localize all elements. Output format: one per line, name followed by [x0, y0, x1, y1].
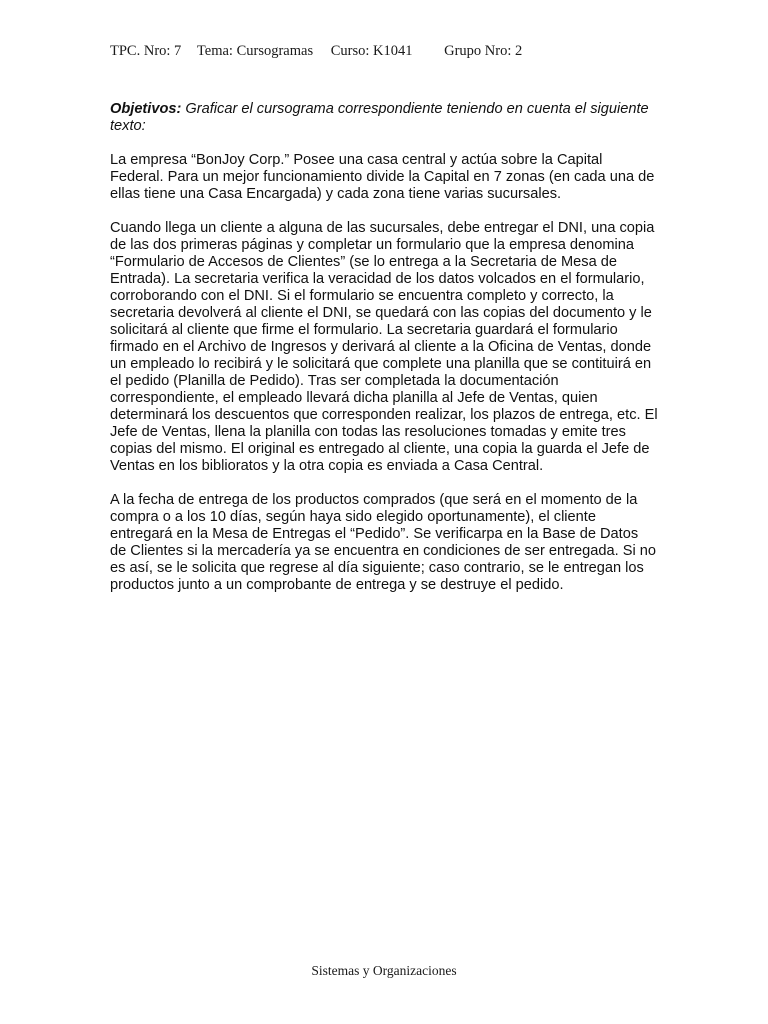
objetivos-paragraph	[110, 101, 658, 135]
header-grupo: Grupo Nro: 2	[444, 43, 523, 59]
paragraph-company: La empresa “BonJoy Corp.” Posee una casa central y actúa sobre la Capital Federal. Para un mejor funcionamiento divide la Capital en 7 zonas (en cada una de ellas tiene una Casa Encargada) y cada zona tiene varias sucursales.	[110, 152, 655, 202]
paragraph-process: Cuando llega un cliente a alguna de las sucursales, debe entregar el DNI, una copia de las dos primeras páginas y completar un formulario que la empresa denomina “Formulario de Accesos de Clientes” (se lo entrega a la Secretaria de Mesa de Entrada). La secretaria verifica la veracidad de los datos volcados en el formulario, corroborando con el DNI. Si el formulario se encuentra completo y correcto, la secretaria devolverá al cliente el DNI, se quedará con las copias del documento y le solicitará al cliente que firme el formulario. La secretaria guardará el formulario firmado en el Archivo de Ingresos y derivará al cliente a la Oficina de Ventas, donde un empleado lo recibirá y le solicitará que complete una planilla que se contituirá en el pedido (Planilla de Pedido). Tras ser completada la documentación correspondiente, el empleado llevará dicha planilla al Jefe de Ventas, quien determinará los descuentos que corresponden realizar, los plazos de entrega, etc. El Jefe de Ventas, llena la planilla con todas las resoluciones tomadas y emite tres copias del mismo. El original es entregado al cliente, una copia la guarda el Jefe de Ventas en los biblioratos y la otra copia es enviada a Casa Central.	[110, 220, 658, 474]
header-tema: Tema: Cursogramas	[196, 43, 314, 59]
objetivos-text: Graficar el cursograma correspondiente teniendo en cuenta el siguiente texto:	[110, 101, 649, 134]
page-header	[110, 43, 522, 60]
paragraph-delivery: A la fecha de entrega de los productos comprados (que será en el momento de la compra o a los 10 días, según haya sido elegido oportunamente), el cliente entregará en la Mesa de Entregas el “Pedido”. Se verificarpa en la Base de Datos de Clientes si la mercadería ya se encuentra en condiciones de ser entregada. Si no es así, se le solicita que regrese al día siguiente; caso contrario, se le entregan los productos junto a un comprobante de entrega y se destruye el pedido.	[110, 492, 656, 593]
document-body	[110, 101, 658, 611]
header-tpc: TPC. Nro: 7	[110, 43, 182, 59]
page-footer: Sistemas y Organizaciones	[311, 963, 457, 978]
objetivos-label: Objetivos:	[110, 101, 182, 117]
header-curso: Curso: K1041	[330, 43, 413, 59]
